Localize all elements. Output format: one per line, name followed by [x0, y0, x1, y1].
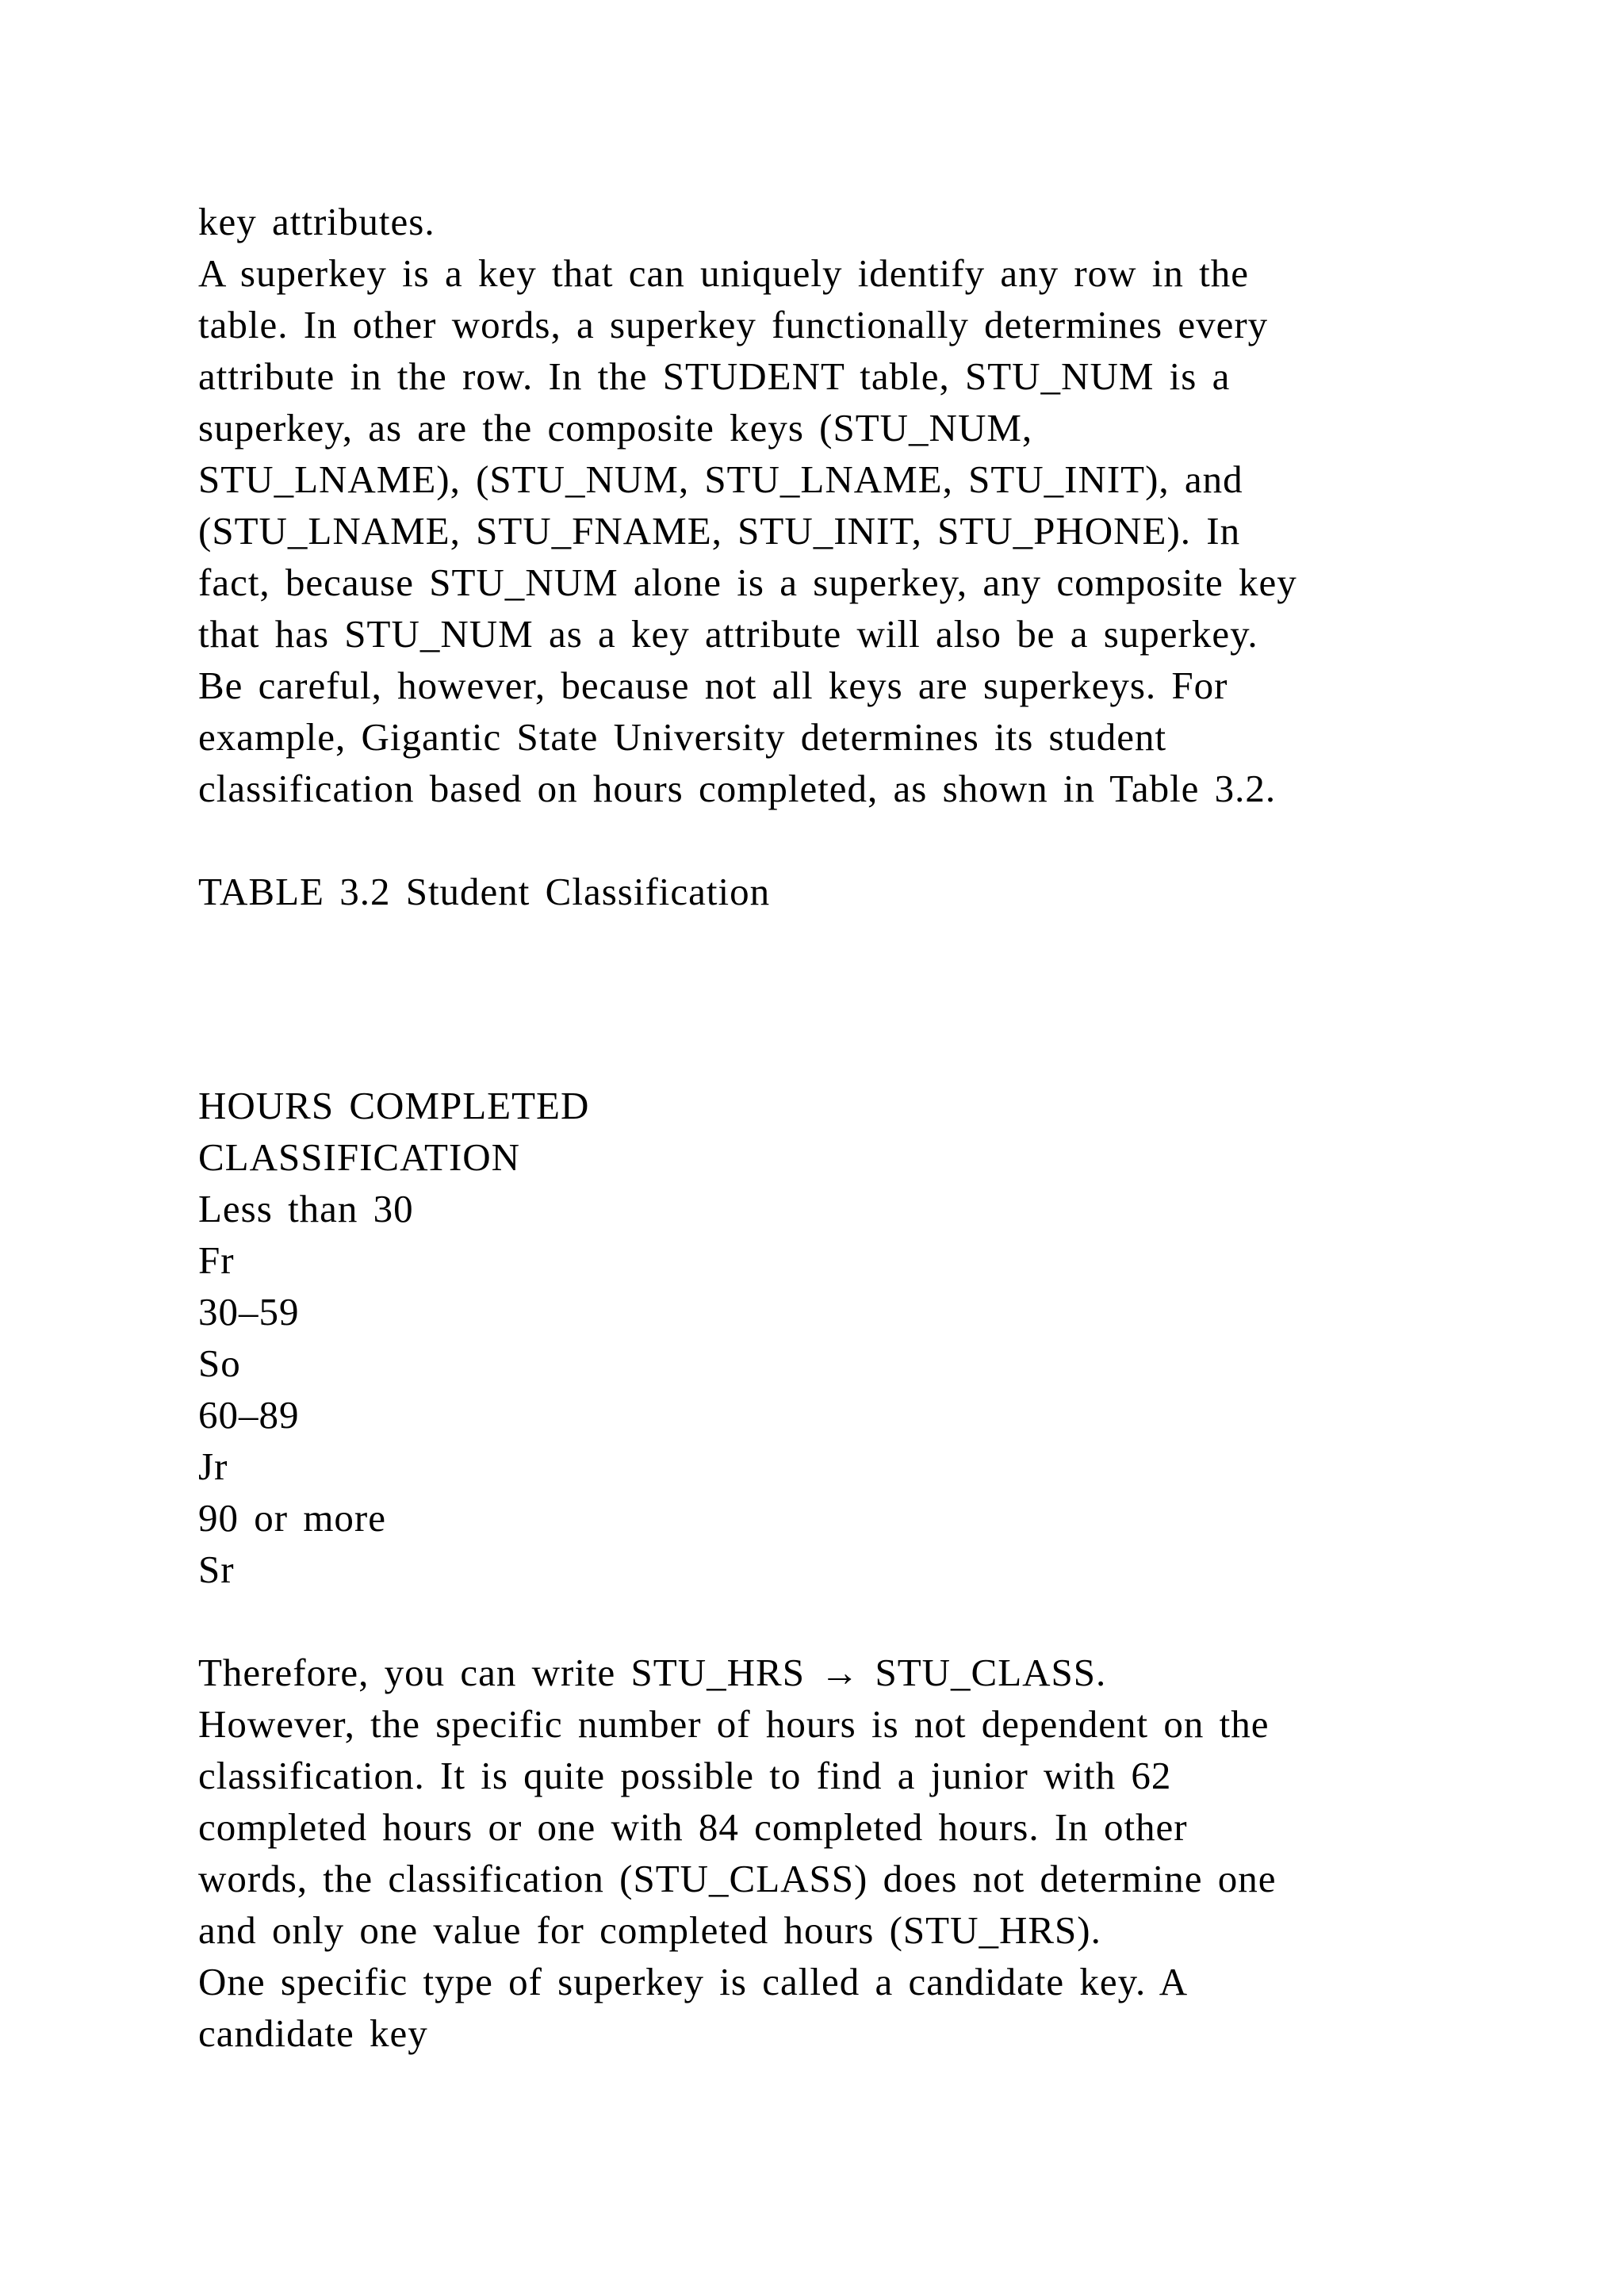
body-text-line: and only one value for completed hours (STU_HRS).: [198, 1908, 1101, 1952]
body-text-line: candidate key: [198, 2011, 428, 2055]
body-text-line: STU_LNAME), (STU_NUM, STU_LNAME, STU_INIT), and: [198, 457, 1243, 501]
body-text-line: key attributes.: [198, 200, 435, 243]
body-text-line: Be careful, however, because not all keys are superkeys. For: [198, 664, 1228, 707]
table-cell-classification: Sr: [198, 1548, 235, 1591]
table-cell-hours: 60–89: [198, 1393, 300, 1437]
body-text-line: One specific type of superkey is called a candidate key. A: [198, 1960, 1189, 2003]
body-text-line: attribute in the row. In the STUDENT table, STU_NUM is a: [198, 354, 1231, 398]
body-text-line: words, the classification (STU_CLASS) does not determine one: [198, 1857, 1277, 1900]
body-text-line: A superkey is a key that can uniquely identify any row in the: [198, 251, 1250, 295]
table-header-classification: CLASSIFICATION: [198, 1135, 521, 1179]
table-cell-hours: 90 or more: [198, 1496, 386, 1540]
body-text-line: Therefore, you can write STU_HRS → STU_CLASS.: [198, 1651, 1107, 1694]
body-text-line: classification based on hours completed, as shown in Table 3.2.: [198, 767, 1277, 810]
body-text-line: fact, because STU_NUM alone is a superkey, any composite key: [198, 561, 1297, 604]
table-cell-hours: Less than 30: [198, 1187, 414, 1230]
table-cell-hours: 30–59: [198, 1290, 300, 1334]
table-caption: TABLE 3.2 Student Classification: [198, 870, 771, 913]
body-text-line: completed hours or one with 84 completed hours. In other: [198, 1805, 1188, 1849]
body-text-line: classification. It is quite possible to find a junior with 62: [198, 1754, 1172, 1797]
body-text-line: superkey, as are the composite keys (STU_NUM,: [198, 406, 1033, 450]
body-text-line: However, the specific number of hours is not dependent on the: [198, 1702, 1270, 1746]
body-text-line: that has STU_NUM as a key attribute will also be a superkey.: [198, 612, 1258, 656]
body-text-line: example, Gigantic State University determines its student: [198, 715, 1167, 759]
body-text-line: (STU_LNAME, STU_FNAME, STU_INIT, STU_PHONE). In: [198, 509, 1241, 553]
body-text-line: table. In other words, a superkey functionally determines every: [198, 303, 1269, 346]
table-cell-classification: So: [198, 1341, 241, 1385]
table-cell-classification: Fr: [198, 1238, 235, 1282]
table-cell-classification: Jr: [198, 1445, 228, 1488]
table-header-hours: HOURS COMPLETED: [198, 1084, 590, 1127]
